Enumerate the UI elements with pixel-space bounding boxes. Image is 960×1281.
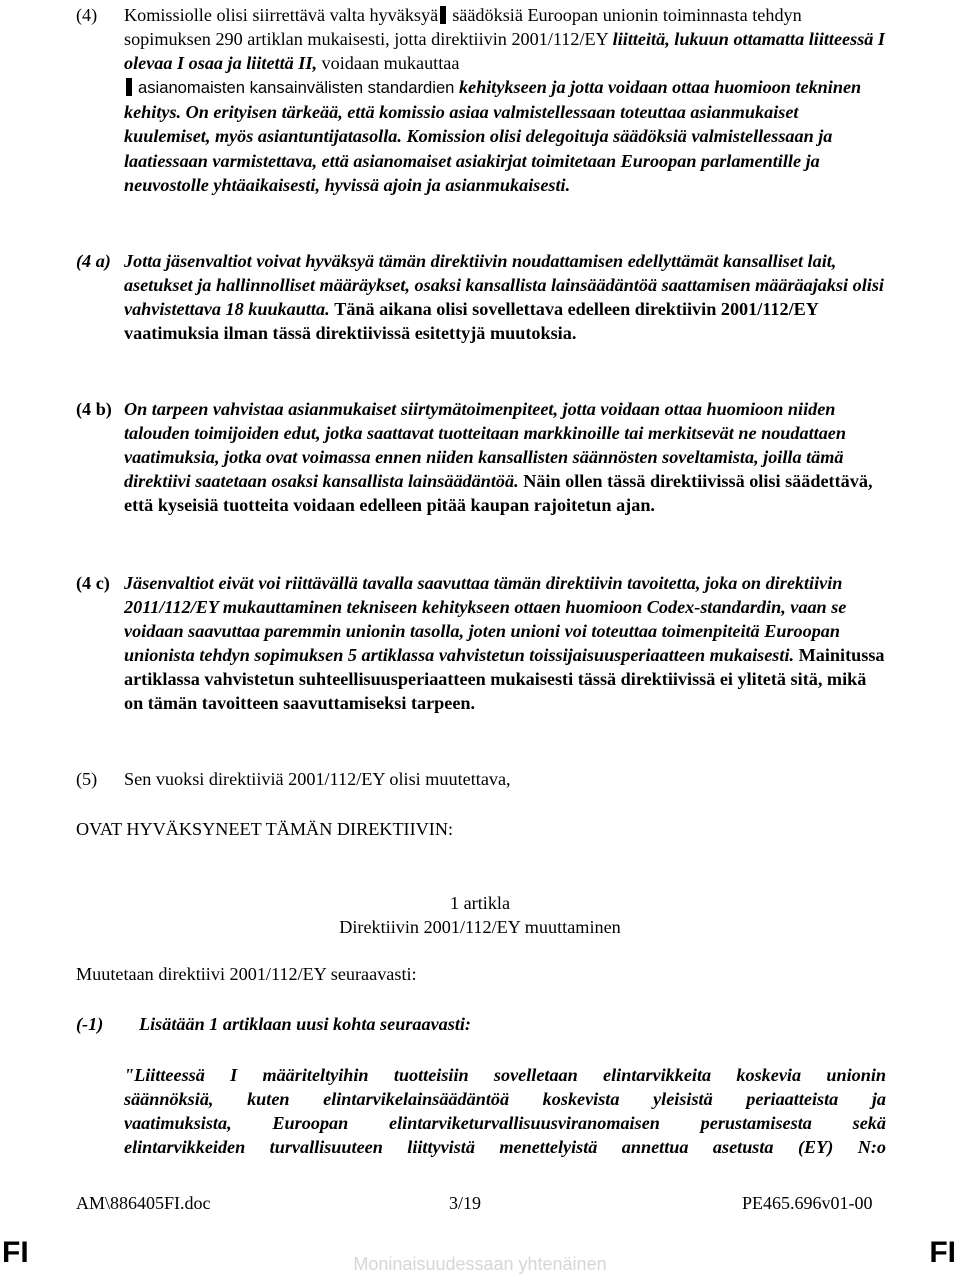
recital-text-plain: säädöksiä Euroopan unionin toiminnasta tehdyn sopimuksen 290 artiklan mukaisesti, jotta direktiivin 2001/112/EY xyxy=(124,5,802,50)
amendment-item-text: Lisätään 1 artiklaan uusi kohta seuraavasti: xyxy=(139,1014,471,1034)
footer-doc-ref: AM\886405FI.doc xyxy=(76,1193,211,1213)
footer-language-left: FI xyxy=(2,1236,29,1269)
quote-line: "Liitteessä I määriteltyihin tuotteisiin sovelletaan elintarvikkeita koskevia unionin xyxy=(124,1065,886,1085)
recital-text xyxy=(124,571,886,716)
recital-text-amended: Mainitussa artiklassa vahvistetun suhteellisuusperiaatteen mukaisesti tässä direktiivissä ei ylitetä sitä, mikä on tämän tavoitteen saavuttamiseksi tarpeen. xyxy=(124,645,885,714)
change-marker-bar xyxy=(440,6,446,24)
quote-line: elintarvikkeiden turvallisuuteen liittyvistä menettelyistä annettua asetusta (EY) N:o xyxy=(124,1137,886,1158)
amendment-item xyxy=(76,1014,471,1035)
recital-text-amended: liitteitä, lukuun ottamatta liitteessä I olevaa I osaa ja liitettä II, xyxy=(124,29,886,74)
footer-page-number: 3/19 xyxy=(449,1193,482,1213)
recital-text xyxy=(124,397,886,517)
recital-text xyxy=(124,3,886,197)
adoption-statement: OVAT HYVÄKSYNEET TÄMÄN DIREKTIIVIN: xyxy=(76,819,454,839)
article-number: 1 artikla xyxy=(449,893,511,913)
recital-text-amended: kehitykseen ja jotta voidaan ottaa huomioon tekninen kehitys. On erityisen tärkeää, että komissio asiaa valmistellessaan toteuttaa asianmukaiset kuulemiset, myös asiantuntijatasolla. Komission olisi delegoituja säädöksiä valmistellessaan ja laatiessaan varmistettava, että asianomaiset asiakirjat toimitetaan Euroopan parlamentille ja neuvostolle yhtäaikaisesti, hyvissä ajoin ja asianmukaisesti. xyxy=(124,77,862,195)
recital-text xyxy=(124,249,886,345)
recital-text-plain: Komissiolle olisi siirrettävä valta hyväksyä xyxy=(124,5,439,25)
recital-number: (5) xyxy=(76,769,98,789)
recital-4b xyxy=(76,397,886,517)
recital-4 xyxy=(76,3,886,197)
footer-motto: Moninaisuudessaan yhtenäinen xyxy=(353,1254,607,1274)
recital-number: (4) xyxy=(76,5,98,25)
recital-text-amended: Tänä aikana olisi sovellettava edelleen direktiivin 2001/112/EY vaatimuksia ilman tässä direktiivissä esitettyjä muutoksia. xyxy=(124,299,819,344)
recital-text-plain: voidaan mukauttaa xyxy=(321,53,460,74)
article-title: Direktiivin 2001/112/EY muuttaminen xyxy=(339,917,621,937)
recital-5 xyxy=(76,767,886,791)
recital-4c xyxy=(76,571,886,716)
change-marker-bar xyxy=(126,78,132,96)
quote-line: säännöksiä, kuten elintarvikelainsäädäntöä koskevista yleisistä periaatteista ja xyxy=(124,1089,886,1110)
recital-number: (4 b) xyxy=(76,399,112,419)
recital-number: (4 c) xyxy=(76,573,110,593)
recital-text: Sen vuoksi direktiiviä 2001/112/EY olisi muutettava, xyxy=(124,769,511,789)
amendment-intro: Muutetaan direktiivi 2001/112/EY seuraavasti: xyxy=(76,964,417,984)
recital-4a xyxy=(76,249,886,345)
quote-line: vaatimuksista, Euroopan elintarviketurvallisuusviranomaisen perustamisesta sekä xyxy=(124,1113,886,1134)
recital-text-amended: Näin ollen tässä direktiivissä olisi säädettävä, että kyseisiä tuotteita voidaan edelleen pitää kaupan rajoitetun ajan. xyxy=(124,471,873,516)
recital-text-plain: asianomaisten kansainvälisten standardien xyxy=(138,78,455,98)
amendment-item-number: (-1) xyxy=(76,1014,104,1034)
quoted-amendment xyxy=(124,1063,886,1159)
recital-text-amended: Jäsenvaltiot eivät voi riittävällä tavalla saavuttaa tämän direktiivin tavoitetta, joka on direktiivin 2011/112/EY mukauttaminen tekniseen kehitykseen ottaen huomioon Codex-standardin, vaan se voidaan saavuttaa paremmin unionin tasolla, joten unioni voi toteuttaa toimenpiteitä Euroopan unionista tehdyn sopimuksen 5 artiklassa vahvistetun toissijaisuusperiaatteen mukaisesti. xyxy=(124,573,847,666)
recital-text-amended: On tarpeen vahvistaa asianmukaiset siirtymätoimenpiteet, jotta voidaan ottaa huomioon niiden talouden toimijoiden edut, jotka saattavat tuotteitaan markkinoille tai merkitsevät ne noudattaen vaatimuksia, jotka ovat voimassa ennen niiden kansallisten säännösten soveltamista, joilla tämä direktiivi saatetaan osaksi kansallista lainsäädäntöä. xyxy=(124,399,846,492)
footer-pe-ref: PE465.696v01-00 xyxy=(742,1193,873,1213)
recital-text-amended: Jotta jäsenvaltiot voivat hyväksyä tämän direktiivin noudattamisen edellyttämät kansalliset lait, asetukset ja hallinnolliset määräykset, osaksi kansallista lainsäädäntöä saattamisen määräajaksi olisi vahvistettava 18 kuukautta. xyxy=(124,251,884,320)
recital-number: (4 a) xyxy=(76,251,111,271)
footer-language-right: FI xyxy=(929,1236,956,1269)
